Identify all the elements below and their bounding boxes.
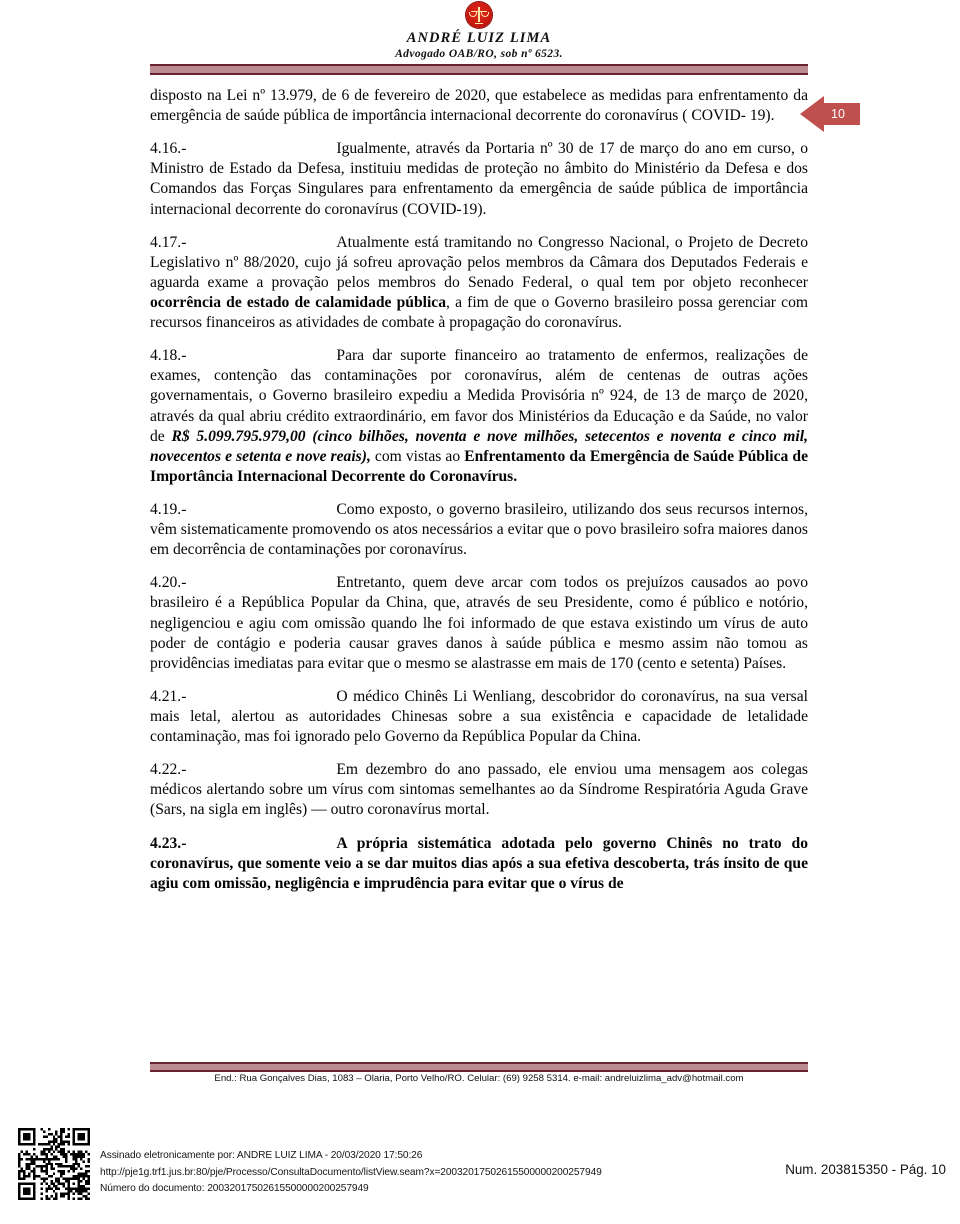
paragraph-text: Entretanto, quem deve arcar com todos os prejuízos causados ao povo brasileiro é a República Popular da China, que, através de seu Presidente, como é público e notório, negligenciou e agiu com omissão quando lhe foi informado de que estava existindo um vírus de auto poder de contágio e poderia causar graves danos à saúde pública e mesmo assim não tomou as providências imediatas para evitar que o mesmo se alastrasse em mais de 170 (cento e setenta) Países.: [150, 574, 808, 672]
para-continuation: [150, 86, 808, 126]
lawyer-name: ANDRÉ LUIZ LIMA: [406, 30, 552, 46]
para-4-19: [150, 500, 808, 560]
para-4-22: [150, 760, 808, 820]
paragraph-number: 4.17.-: [150, 233, 187, 251]
paragraph-text-lead: Para dar suporte financeiro ao tratamento de enfermos, realizações de exames, contenção das contaminações por coronavírus, além de centenas de outras ações governamentais, o Governo brasileiro expediu a Medida Provisória nº 924, de 13 de março de 2020, através da qual abriu crédito extraordinário, em favor dos Ministérios da Educação e da Saúde, no valor de: [150, 347, 808, 445]
footer-contact-line: End.: Rua Gonçalves Dias, 1083 – Olaria, Porto Velho/RO. Celular: (69) 9258 5314. e-mail: andreluizlima_adv@hotmail.com: [214, 1073, 744, 1084]
paragraph-text: O médico Chinês Li Wenliang, descobridor do coronavírus, na sua versal mais letal, alertou as autoridades Chinesas sobre a sua existência e capacidade de letalidade contaminação, mas foi ignorado pelo Governo da República Popular da China.: [150, 687, 808, 746]
paragraph-text: Em dezembro do ano passado, ele enviou uma mensagem aos colegas médicos alertando sobre um vírus com sintomas semelhantes ao da Síndrome Respiratória Aguda Grave (Sars, na sigla em inglês) — outro coronavírus mortal.: [150, 761, 808, 819]
signature-stamp-bar: [0, 1122, 960, 1224]
para-4-20: [150, 573, 808, 674]
page-marker-arrow: [800, 96, 860, 132]
header-divider: [150, 64, 808, 75]
paragraph-text-emphasis-amount: R$ 5.099.795.979,00 (cinco bilhões, noventa e nove milhões, setecentos e noventa e cinco mil, novecentos e setenta e nove reais),: [150, 427, 808, 465]
paragraph-text: Como exposto, o governo brasileiro, utilizando dos seus recursos internos, vêm sistematicamente promovendo os atos necessários a evitar que o povo brasileiro sofra maiores danos em decorrência de contaminações por coronavírus.: [150, 500, 808, 559]
paragraph-text-lead: Atualmente está tramitando no Congresso Nacional, o Projeto de Decreto Legislativo nº 88/2020, cujo já sofreu aprovação pelos membros da Câmara dos Deputados Federais e aguarda exame a provação pelos membros do Senado Federal, o qual tem por objeto reconhecer: [150, 233, 808, 291]
signed-by-line: Assinado eletronicamente por: ANDRE LUIZ LIMA - 20/03/2020 17:50:26: [100, 1150, 423, 1161]
para-4-21: [150, 687, 808, 747]
paragraph-number: 4.16.-: [150, 140, 187, 158]
paragraph-text-emphasis: Enfrentamento da Emergência de Saúde Pública de Importância Internacional Decorrente do Coronavírus.: [150, 447, 808, 485]
paragraph-number: 4.22.-: [150, 761, 187, 779]
paragraph-text: Igualmente, através da Portaria nº 30 de 17 de março do ano em curso, o Ministro de Estado da Defesa, instituiu medidas de proteção no âmbito do Ministério da Defesa e dos Comandos das Forças Singulares para enfrentamento da emergência de saúde pública de importância internacional decorrente do coronavírus (COVID-19).: [150, 140, 808, 218]
paragraph-number: 4.21.-: [150, 687, 187, 705]
lawyer-subtitle: Advogado OAB/RO, sob nº 6523.: [395, 48, 563, 61]
document-body: [150, 86, 808, 894]
document-number: Número do documento: 20032017502615500000200257949: [100, 1183, 369, 1195]
paragraph-text: disposto na Lei nº 13.979, de 6 de fevereiro de 2020, que estabelece as medidas para enfrentamento da emergência de saúde pública de importância internacional decorrente do coronavírus ( COVID- 19).: [150, 87, 808, 125]
para-4-16: [150, 139, 808, 219]
paragraph-number: 4.19.-: [150, 500, 187, 518]
paragraph-text-emphasis: ocorrência de estado de calamidade pública: [150, 293, 447, 311]
paragraph-text-middle: com vistas ao: [370, 447, 465, 465]
document-url[interactable]: http://pje1g.trf1.jus.br:80/pje/Processo/ConsultaDocumento/listView.seam?x=20032017502615500000200257949: [100, 1166, 602, 1178]
scales-of-justice-seal-icon: [466, 2, 492, 28]
paragraph-number: 4.20.-: [150, 574, 187, 592]
letterhead: [150, 0, 808, 62]
qr-code-icon: [18, 1128, 90, 1200]
footer-divider: [150, 1062, 808, 1072]
paragraph-number: 4.18.-: [150, 347, 187, 365]
signature-details: [100, 1148, 780, 1198]
para-4-17: [150, 233, 808, 334]
para-4-18: [150, 346, 808, 487]
page-reference: Num. 203815350 - Pág. 10: [785, 1162, 946, 1177]
paragraph-number: 4.23.-: [150, 834, 187, 852]
paragraph-text-tail: , a fim de que o Governo brasileiro possa gerenciar com recursos financeiros as atividades de combate à propagação do coronavírus.: [150, 293, 808, 332]
paragraph-text: A própria sistemática adotada pelo governo Chinês no trato do coronavírus, que somente veio a se dar muitos dias após a sua efetiva descoberta, trás ínsito de que agiu com omissão, negligência e imprudência para evitar que o vírus de: [150, 834, 808, 892]
page-marker-number: 10: [831, 107, 845, 121]
para-4-23: [150, 834, 808, 894]
